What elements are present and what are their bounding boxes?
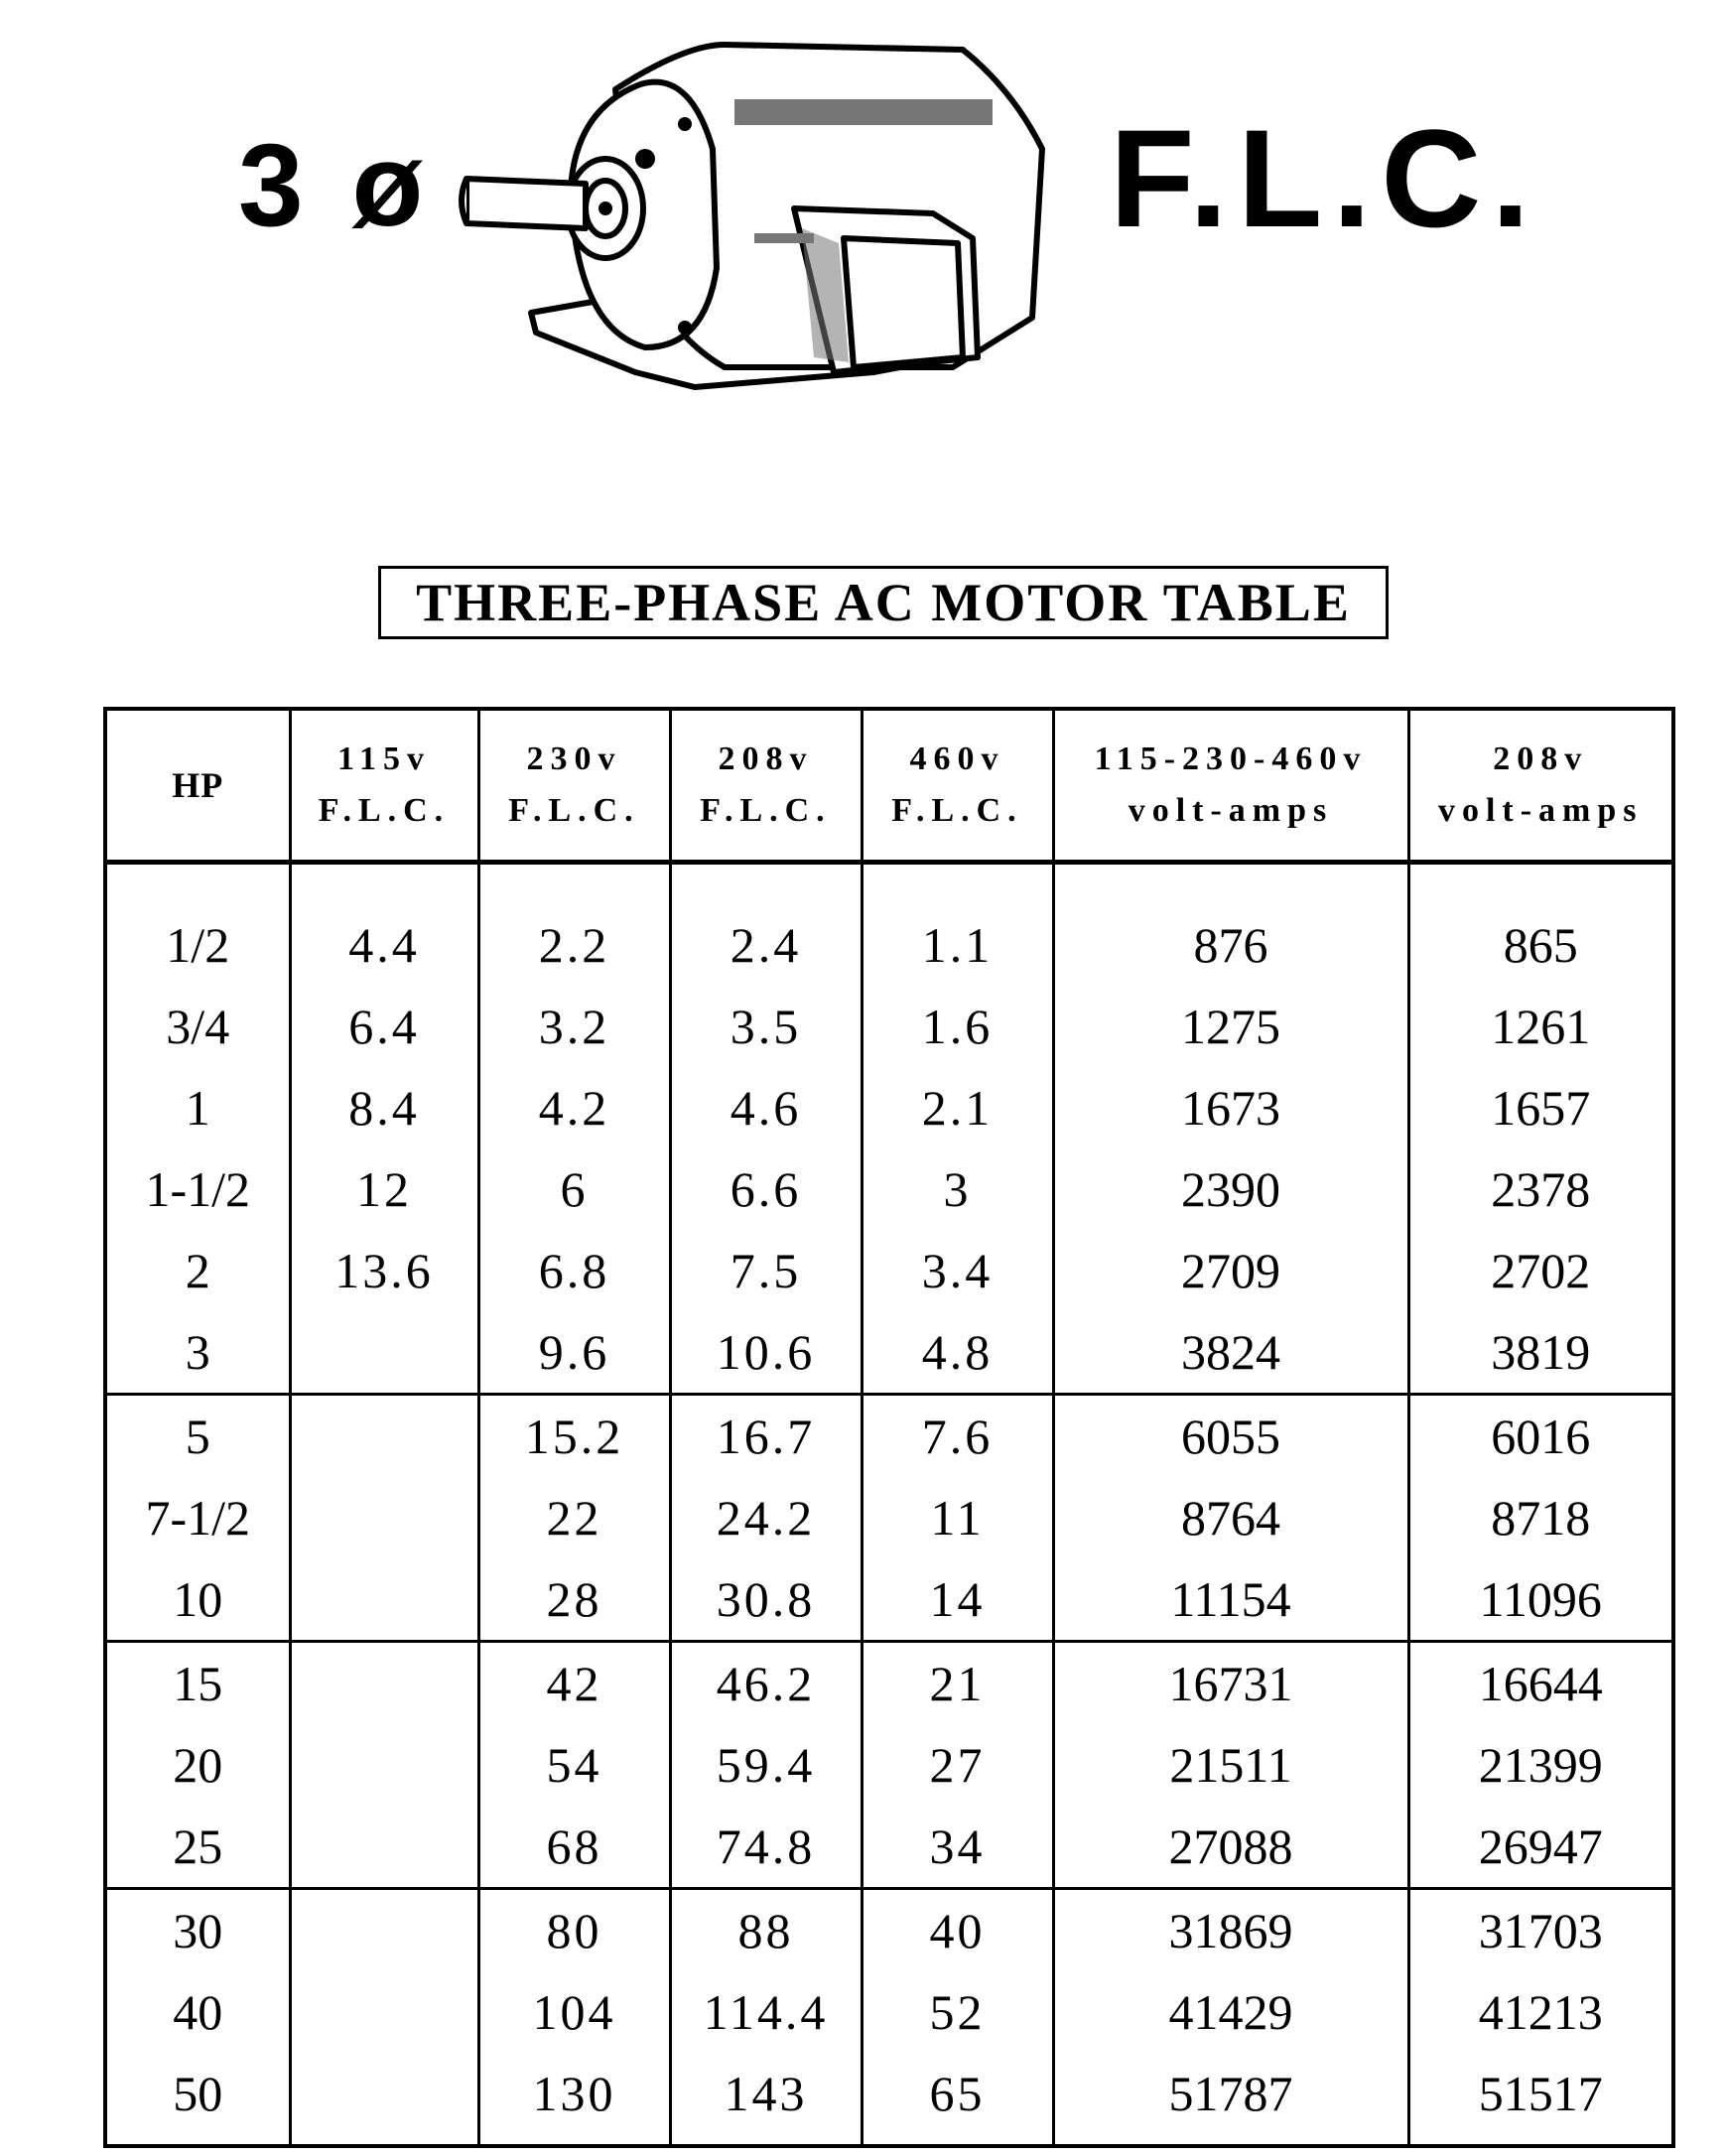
flc-heading: F.L.C. <box>1110 100 1540 256</box>
column-header-hp <box>105 709 290 863</box>
table-cell: 4.6 <box>670 1067 862 1148</box>
table-cell: 30.8 <box>670 1558 862 1642</box>
table-cell: 1261 <box>1408 986 1673 1067</box>
table-cell: 6.6 <box>670 1148 862 1230</box>
table-cell: 1 <box>105 1067 290 1148</box>
table-cell <box>290 1806 478 1889</box>
column-header-115v-flc <box>290 709 478 863</box>
table-cell: 13.6 <box>290 1230 478 1311</box>
table-row <box>105 1806 1673 1889</box>
table-row <box>105 1311 1673 1395</box>
table-cell: 10 <box>105 1558 290 1642</box>
column-header-line: 460v <box>909 741 1005 777</box>
table-cell: 15.2 <box>478 1395 670 1478</box>
column-header-230v-flc <box>478 709 670 863</box>
table-cell: 30 <box>105 1889 290 1972</box>
table-cell: 9.6 <box>478 1311 670 1395</box>
table-cell: 21511 <box>1053 1724 1408 1806</box>
table-cell: 65 <box>862 2053 1053 2146</box>
table-cell: 26947 <box>1408 1806 1673 1889</box>
table-cell: 1-1/2 <box>105 1148 290 1230</box>
table-cell <box>290 1395 478 1478</box>
table-cell <box>290 1477 478 1558</box>
table-cell: 46.2 <box>670 1642 862 1725</box>
table-cell: 865 <box>1408 863 1673 987</box>
table-cell <box>290 1642 478 1725</box>
table-cell: 6055 <box>1053 1395 1408 1478</box>
phase-symbol: 3 ø <box>238 120 432 251</box>
table-cell: 2390 <box>1053 1148 1408 1230</box>
table-cell: 21 <box>862 1642 1053 1725</box>
table-cell: 2702 <box>1408 1230 1673 1311</box>
column-header-line: 208v <box>718 741 814 777</box>
table-row <box>105 863 1673 987</box>
table-cell: 3/4 <box>105 986 290 1067</box>
table-cell: 3.4 <box>862 1230 1053 1311</box>
table-cell: 27 <box>862 1724 1053 1806</box>
table-cell: 11 <box>862 1477 1053 1558</box>
table-cell: 2709 <box>1053 1230 1408 1311</box>
table-cell: 51787 <box>1053 2053 1408 2146</box>
table-row <box>105 1395 1673 1478</box>
table-cell: 1.6 <box>862 986 1053 1067</box>
column-header-line: HP <box>172 765 224 805</box>
table-cell: 31703 <box>1408 1889 1673 1972</box>
table-cell: 12 <box>290 1148 478 1230</box>
table-cell <box>290 1971 478 2053</box>
table-cell: 2.1 <box>862 1067 1053 1148</box>
motor-table <box>103 707 1675 2148</box>
table-cell: 8718 <box>1408 1477 1673 1558</box>
table-row <box>105 2053 1673 2146</box>
table-cell: 2378 <box>1408 1148 1673 1230</box>
table-cell <box>290 1724 478 1806</box>
table-row <box>105 1477 1673 1558</box>
table-cell: 27088 <box>1053 1806 1408 1889</box>
table-cell: 114.4 <box>670 1971 862 2053</box>
table-cell: 2.2 <box>478 863 670 987</box>
table-cell: 80 <box>478 1889 670 1972</box>
table-cell: 3.5 <box>670 986 862 1067</box>
table-cell <box>290 1311 478 1395</box>
column-header-line: volt-amps <box>1437 792 1644 829</box>
table-cell: 7.5 <box>670 1230 862 1311</box>
column-header-460v-flc <box>862 709 1053 863</box>
table-row <box>105 1230 1673 1311</box>
column-header-line: 115-230-460v <box>1094 741 1368 777</box>
column-header-208v-flc <box>670 709 862 863</box>
table-cell: 3 <box>105 1311 290 1395</box>
column-header-line: F.L.C. <box>891 792 1023 829</box>
table-cell: 68 <box>478 1806 670 1889</box>
table-row <box>105 1558 1673 1642</box>
table-cell: 143 <box>670 2053 862 2146</box>
table-row <box>105 1642 1673 1725</box>
table-cell: 50 <box>105 2053 290 2146</box>
table-cell: 1673 <box>1053 1067 1408 1148</box>
table-row <box>105 1148 1673 1230</box>
table-cell: 10.6 <box>670 1311 862 1395</box>
table-cell: 1.1 <box>862 863 1053 987</box>
three-phase-motor-icon <box>457 30 1062 427</box>
table-cell: 104 <box>478 1971 670 2053</box>
table-cell: 1275 <box>1053 986 1408 1067</box>
table-cell: 11154 <box>1053 1558 1408 1642</box>
table-cell: 88 <box>670 1889 862 1972</box>
table-cell: 22 <box>478 1477 670 1558</box>
table-cell: 2 <box>105 1230 290 1311</box>
table-cell: 25 <box>105 1806 290 1889</box>
table-cell: 42 <box>478 1642 670 1725</box>
table-row <box>105 1067 1673 1148</box>
table-cell <box>290 1558 478 1642</box>
table-cell: 4.4 <box>290 863 478 987</box>
table-cell: 3819 <box>1408 1311 1673 1395</box>
table-cell: 40 <box>105 1971 290 2053</box>
table-cell: 3.2 <box>478 986 670 1067</box>
table-cell: 6.8 <box>478 1230 670 1311</box>
table-cell: 41429 <box>1053 1971 1408 2053</box>
table-row <box>105 986 1673 1067</box>
table-cell: 6016 <box>1408 1395 1673 1478</box>
table-cell: 8764 <box>1053 1477 1408 1558</box>
column-header-line: F.L.C. <box>508 792 640 829</box>
table-cell: 4.2 <box>478 1067 670 1148</box>
table-cell: 40 <box>862 1889 1053 1972</box>
column-header-line: F.L.C. <box>318 792 451 829</box>
header-row <box>105 709 1673 863</box>
table-cell: 4.8 <box>862 1311 1053 1395</box>
column-header-208v-volt-amps <box>1408 709 1673 863</box>
table-cell: 6.4 <box>290 986 478 1067</box>
table-cell: 8.4 <box>290 1067 478 1148</box>
table-cell: 15 <box>105 1642 290 1725</box>
table-cell: 16644 <box>1408 1642 1673 1725</box>
table-cell: 1/2 <box>105 863 290 987</box>
table-cell: 11096 <box>1408 1558 1673 1642</box>
table-cell: 7.6 <box>862 1395 1053 1478</box>
table-cell: 21399 <box>1408 1724 1673 1806</box>
table-cell: 52 <box>862 1971 1053 2053</box>
table-title: THREE-PHASE AC MOTOR TABLE <box>378 566 1389 639</box>
table-cell: 3824 <box>1053 1311 1408 1395</box>
table-cell: 51517 <box>1408 2053 1673 2146</box>
table-cell: 41213 <box>1408 1971 1673 2053</box>
column-header-line: 115v <box>336 741 432 777</box>
table-cell: 74.8 <box>670 1806 862 1889</box>
column-header-line: volt-amps <box>1128 792 1334 829</box>
table-cell: 7-1/2 <box>105 1477 290 1558</box>
table-cell: 2.4 <box>670 863 862 987</box>
table-cell: 130 <box>478 2053 670 2146</box>
table-cell <box>290 2053 478 2146</box>
table-cell: 3 <box>862 1148 1053 1230</box>
table-cell <box>290 1889 478 1972</box>
column-header-line: 208v <box>1493 741 1589 777</box>
table-cell: 20 <box>105 1724 290 1806</box>
table-cell: 6 <box>478 1148 670 1230</box>
table-cell: 34 <box>862 1806 1053 1889</box>
table-cell: 876 <box>1053 863 1408 987</box>
table-cell: 54 <box>478 1724 670 1806</box>
column-header-line: 230v <box>526 741 622 777</box>
table-cell: 5 <box>105 1395 290 1478</box>
table-cell: 16731 <box>1053 1642 1408 1725</box>
table-cell: 14 <box>862 1558 1053 1642</box>
column-header-line: F.L.C. <box>700 792 832 829</box>
table-row <box>105 1889 1673 1972</box>
table-cell: 24.2 <box>670 1477 862 1558</box>
column-header-115-230-460v-volt-amps <box>1053 709 1408 863</box>
table-row <box>105 1971 1673 2053</box>
table-cell: 31869 <box>1053 1889 1408 1972</box>
table-cell: 1657 <box>1408 1067 1673 1148</box>
table-row <box>105 1724 1673 1806</box>
table-cell: 59.4 <box>670 1724 862 1806</box>
table-cell: 16.7 <box>670 1395 862 1478</box>
table-cell: 28 <box>478 1558 670 1642</box>
